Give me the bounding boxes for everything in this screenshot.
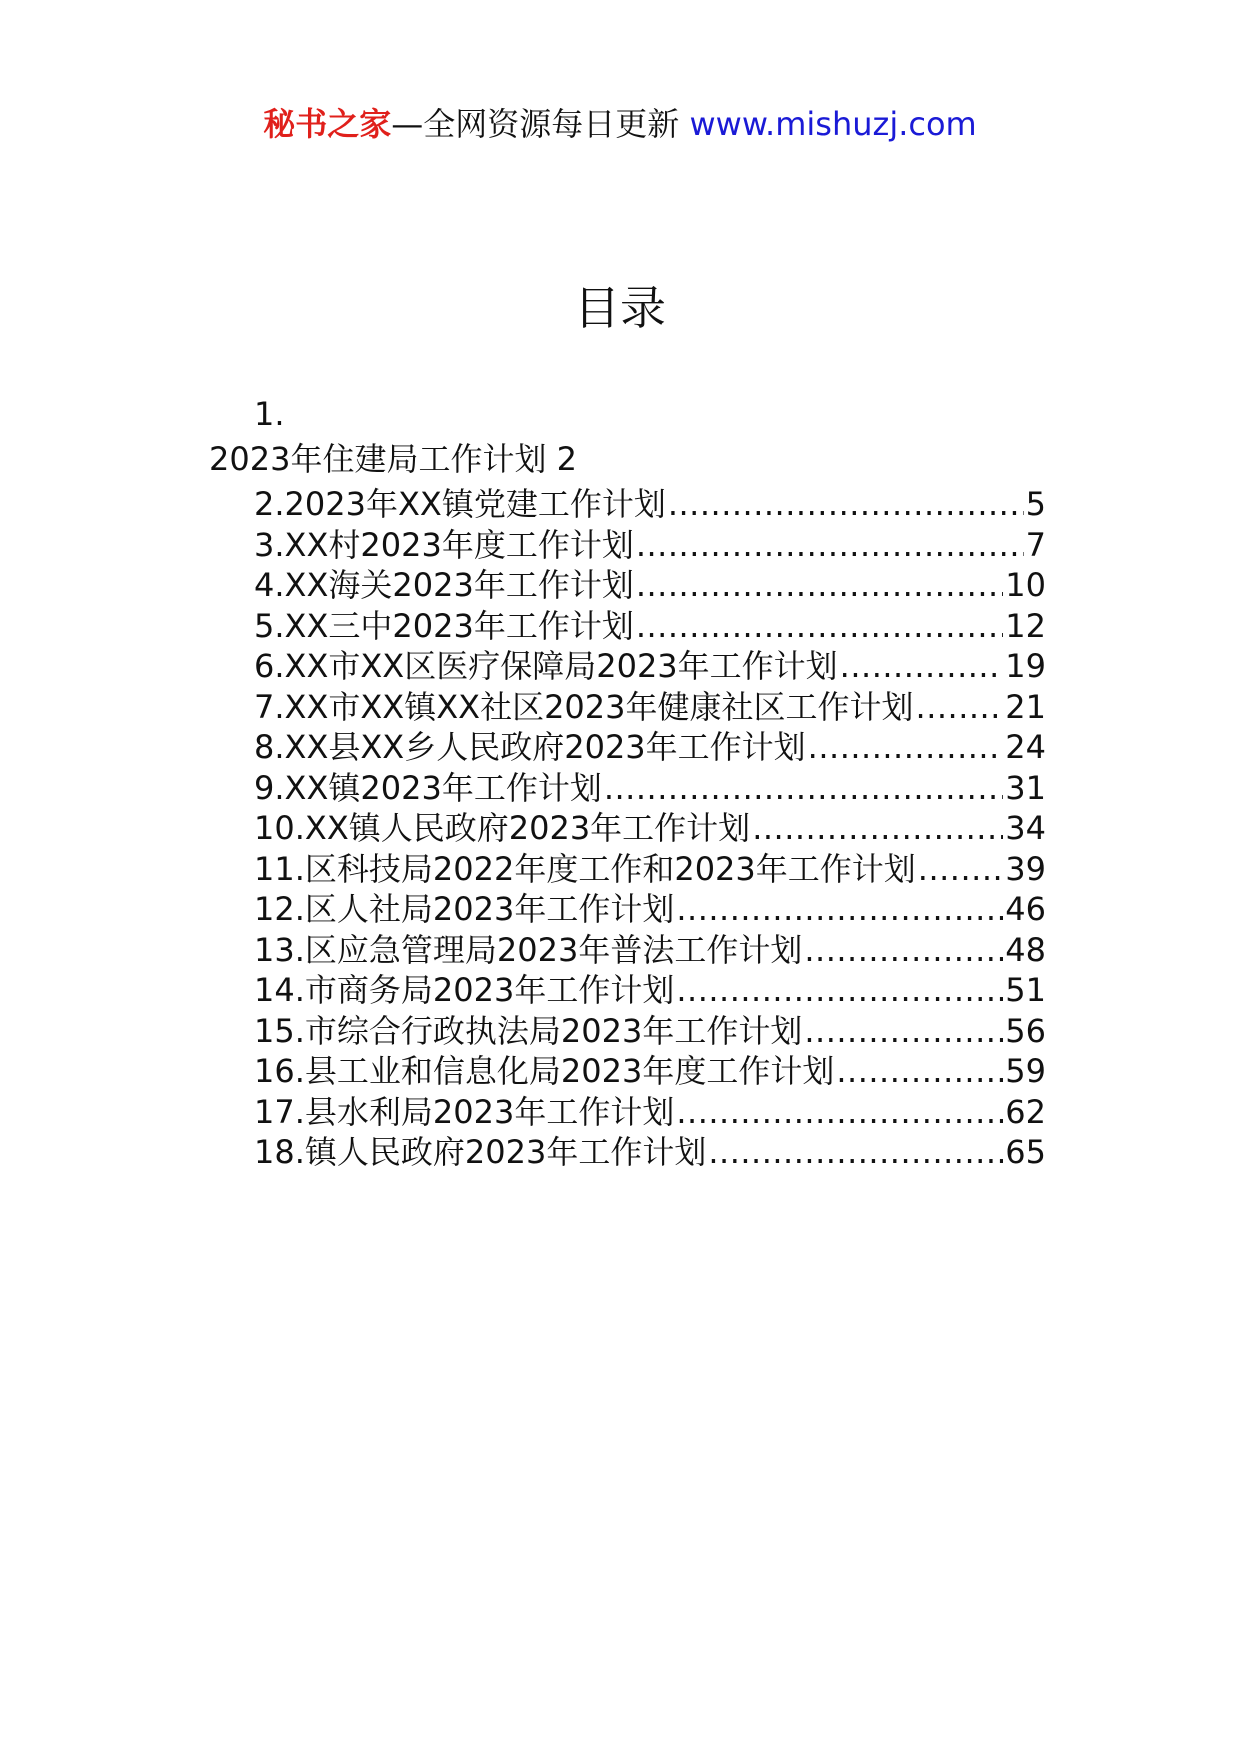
toc-entry-title: 7.XX市XX镇XX社区2023年健康社区工作计划 [254,687,914,726]
toc-entry-title: 9.XX镇2023年工作计划 [254,768,602,807]
toc-entry-page: 12 [1005,606,1046,645]
toc-entry-14[interactable] [254,968,1046,1013]
toc-entry-1-title: 2023年住建局工作计划 [209,440,547,478]
toc-entry-page: 31 [1005,768,1046,807]
toc-dot-leader [840,644,1004,689]
toc-dot-leader [804,1009,1003,1054]
toc-entry-10[interactable] [254,806,1046,851]
toc-entry-18[interactable] [254,1130,1046,1175]
toc-entry-title: 18.镇人民政府2023年工作计划 [254,1133,707,1171]
toc-entry-2[interactable] [254,482,1046,527]
toc-entry-page: 62 [1005,1092,1046,1131]
toc-entry-3[interactable] [254,523,1046,568]
toc-entry-page: 34 [1005,809,1046,847]
toc-dot-leader [918,847,1004,892]
toc-dot-leader [676,1090,1003,1135]
brand-name: 秘书之家 [263,105,392,143]
toc-entry-title: 16.县工业和信息化局2023年度工作计划 [254,1052,835,1090]
toc-entry-page: 24 [1005,728,1046,766]
toc-entry-title: 4.XX海关2023年工作计划 [254,566,634,604]
toc-entry-5[interactable] [254,604,1046,649]
toc-entry-title: 17.县水利局2023年工作计划 [254,1092,675,1131]
toc-entry-9[interactable] [254,766,1046,811]
toc-entry-7[interactable] [254,685,1046,730]
toc-entry-page: 5 [1025,485,1046,523]
toc-entry-1[interactable] [209,437,577,482]
toc-entry-title: 12.区人社局2023年工作计划 [254,890,675,928]
toc-entry-15[interactable] [254,1009,1046,1054]
toc-entry-11[interactable] [254,847,1046,892]
toc-entry-page: 10 [1005,566,1046,604]
toc-entry-page: 21 [1005,687,1046,726]
toc-entry-page: 46 [1005,890,1046,928]
toc-dot-leader [636,563,1003,608]
site-url-link[interactable]: www.mishuzj.com [689,105,977,143]
toc-entry-page: 7 [1025,525,1046,564]
toc-entry-8[interactable] [254,725,1046,770]
toc-entry-17[interactable] [254,1090,1046,1135]
toc-dot-leader [804,928,1003,973]
toc-dot-leader [676,887,1003,932]
toc-dot-leader [604,766,1003,811]
toc-dot-leader [708,1130,1003,1175]
toc-dot-leader [752,806,1003,851]
toc-entry-title: 11.区科技局2022年度工作和2023年工作计划 [254,849,916,888]
toc-entry-title: 3.XX村2023年度工作计划 [254,525,634,564]
toc-entry-title: 15.市综合行政执法局2023年工作计划 [254,1011,803,1050]
toc-entry-page: 48 [1005,930,1046,969]
toc-dot-leader [676,968,1003,1013]
toc-entry-6[interactable] [254,644,1046,689]
toc-entry-12[interactable] [254,887,1046,932]
toc-entry-page: 65 [1005,1133,1046,1171]
toc-entry-13[interactable] [254,928,1046,973]
toc-dot-leader [636,523,1024,568]
page-title: 目录 [574,281,666,335]
toc-dot-leader [668,482,1024,527]
toc-entry-1-number[interactable]: 1. [254,395,285,433]
toc-entry-title: 10.XX镇人民政府2023年工作计划 [254,809,751,847]
toc-entry-title: 2.2023年XX镇党建工作计划 [254,485,666,523]
toc-entry-title: 5.XX三中2023年工作计划 [254,606,634,645]
toc-entry-page: 19 [1005,647,1046,685]
toc-entry-16[interactable] [254,1049,1046,1094]
toc-entry-title: 13.区应急管理局2023年普法工作计划 [254,930,803,969]
toc-entry-page: 59 [1005,1052,1046,1090]
toc-entry-page: 39 [1005,849,1046,888]
toc-dot-leader [836,1049,1003,1094]
toc-dot-leader [916,685,1004,730]
toc-entry-title: 14.市商务局2023年工作计划 [254,971,675,1009]
toc-dot-leader [636,604,1003,649]
toc-entry-title: 6.XX市XX区医疗保障局2023年工作计划 [254,647,838,685]
toc-entry-4[interactable] [254,563,1046,608]
header-tagline: —全网资源每日更新 [391,105,680,143]
toc-entry-title: 8.XX县XX乡人民政府2023年工作计划 [254,728,806,766]
site-header [0,100,1240,148]
toc-dot-leader [808,725,1004,770]
toc-entry-page: 56 [1005,1011,1046,1050]
toc-entry-1-page: 2 [556,440,577,478]
toc-entry-page: 51 [1005,971,1046,1009]
